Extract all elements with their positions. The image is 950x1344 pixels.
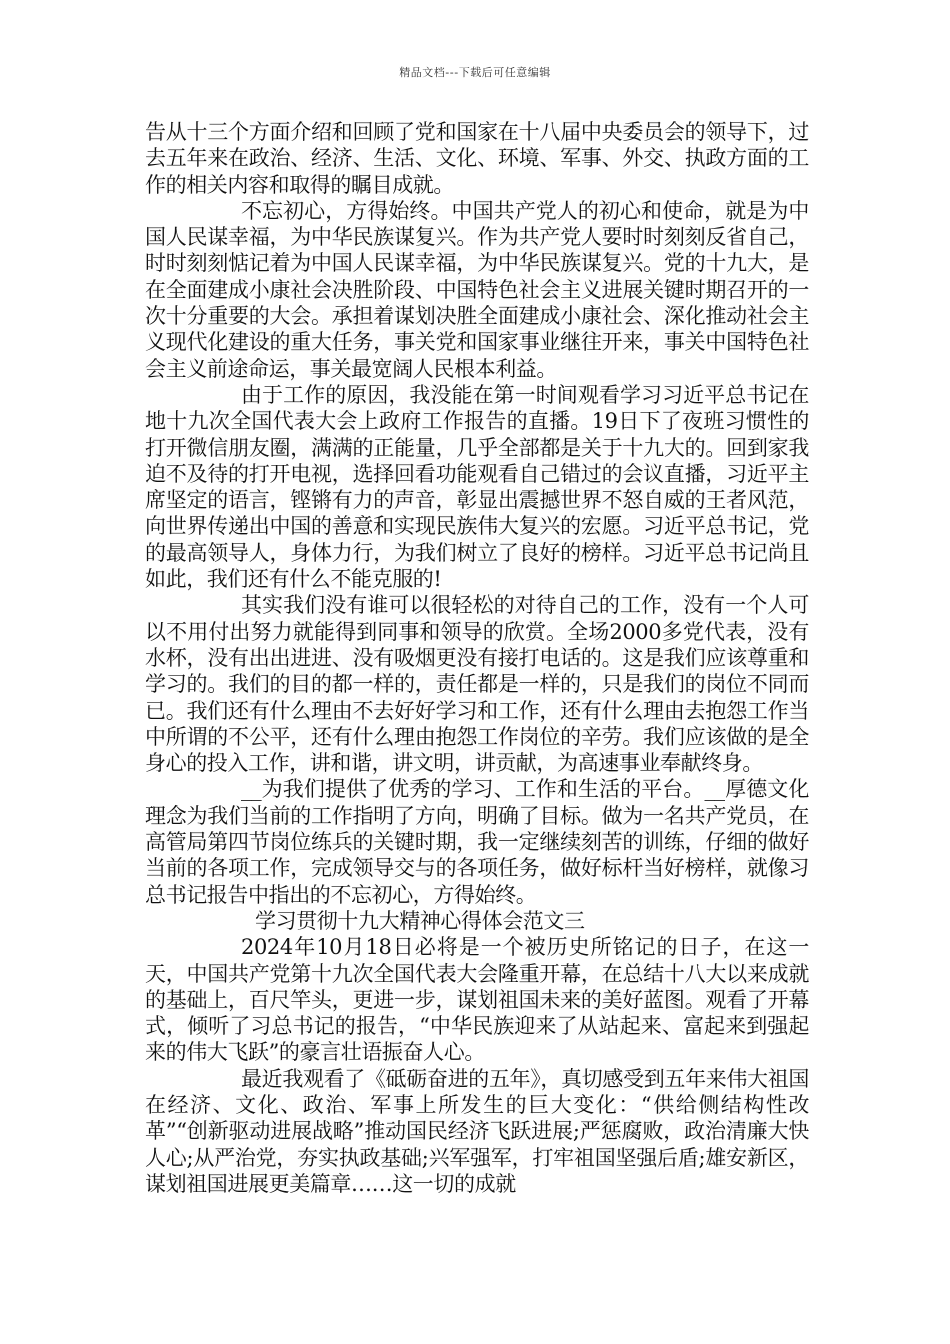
page-header: 精品文档---下载后可任意编辑 — [399, 66, 551, 79]
document-body — [145, 119, 809, 1197]
section-title: 学习贯彻十九大精神心得体会范文三 — [255, 908, 585, 933]
paragraph-5: __为我们提供了优秀的学习、工作和生活的平台。__厚德文化理念为我们当前的工作指明了方向，明确了目标。做为一名共产党员，在高管局第四节岗位练兵的关键时期，我一定继续刻苦的训练，仔细的做好当前的各项工作，完成领导交与的各项任务，做好标杆当好榜样，就像习总书记报告中指出的不忘初心，方得始终。 — [145, 777, 809, 907]
paragraph-6: 2024年10月18日必将是一个被历史所铭记的日子，在这一天，中国共产党第十九次全国代表大会隆重开幕，在总结十八大以来成就的基础上，百尺竿头，更进一步，谋划祖国未来的美好蓝图。观看了开幕式，倾听了习总书记的报告，“中华民族迎来了从站起来、富起来到强起来的伟大飞跃”的豪言壮语振奋人心。 — [145, 935, 809, 1065]
paragraph-3: 由于工作的原因，我没能在第一时间观看学习习近平总书记在地十九次全国代表大会上政府工作报告的直播。19日下了夜班习惯性的打开微信朋友圈，满满的正能量，几乎全部都是关于十九大的。回到家我迫不及待的打开电视，选择回看功能观看自己错过的会议直播，习近平主席坚定的语言，铿锵有力的声音，彰显出震撼世界不怒自威的王者风范，向世界传递出中国的善意和实现民族伟大复兴的宏愿。习近平总书记，党的最高领导人，身体力行，为我们树立了良好的榜样。习近平总书记尚且如此，我们还有什么不能克服的! — [145, 382, 809, 592]
paragraph-4: 其实我们没有谁可以很轻松的对待自己的工作，没有一个人可以不用付出努力就能得到同事和领导的欣赏。全场2000多党代表，没有水杯，没有出出进进、没有吸烟更没有接打电话的。这是我们应该尊重和学习的。我们的目的都一样的，责任都是一样的，只是我们的岗位不同而已。我们还有什么理由不去好好学习和工作，还有什么理由去抱怨工作当中所谓的不公平，还有什么理由抱怨工作岗位的辛劳。我们应该做的是全身心的投入工作，讲和谐，讲文明，讲贡献，为高速事业奉献终身。 — [145, 593, 809, 776]
paragraph-2: 不忘初心，方得始终。中国共产党人的初心和使命，就是为中国人民谋幸福，为中华民族谋复兴。作为共产党人要时时刻刻反省自己，时时刻刻惦记着为中国人民谋幸福，为中华民族谋复兴。党的十九大，是在全面建成小康社会决胜阶段、中国特色社会主义进展关键时期召开的一次十分重要的大会。承担着谋划决胜全面建成小康社会、深化推动社会主义现代化建设的重大任务，事关党和国家事业继往开来，事关中国特色社会主义前途命运，事关最宽阔人民根本利益。 — [145, 198, 809, 381]
paragraph-7: 最近我观看了《砥砺奋进的五年》，真切感受到五年来伟大祖国在经济、文化、政治、军事上所发生的巨大变化：“供给侧结构性改革”“创新驱动进展战略”推动国民经济飞跃进展;严惩腐败，政治清廉大快人心;从严治党，夯实执政基础;兴军强军，打牢祖国坚强后盾;雄安新区，谋划祖国进展更美篇章……这一切的成就 — [145, 1066, 809, 1196]
paragraph-1: 告从十三个方面介绍和回顾了党和国家在十八届中央委员会的领导下，过去五年来在政治、经济、生活、文化、环境、军事、外交、执政方面的工作的相关内容和取得的瞩目成就。 — [145, 120, 809, 197]
